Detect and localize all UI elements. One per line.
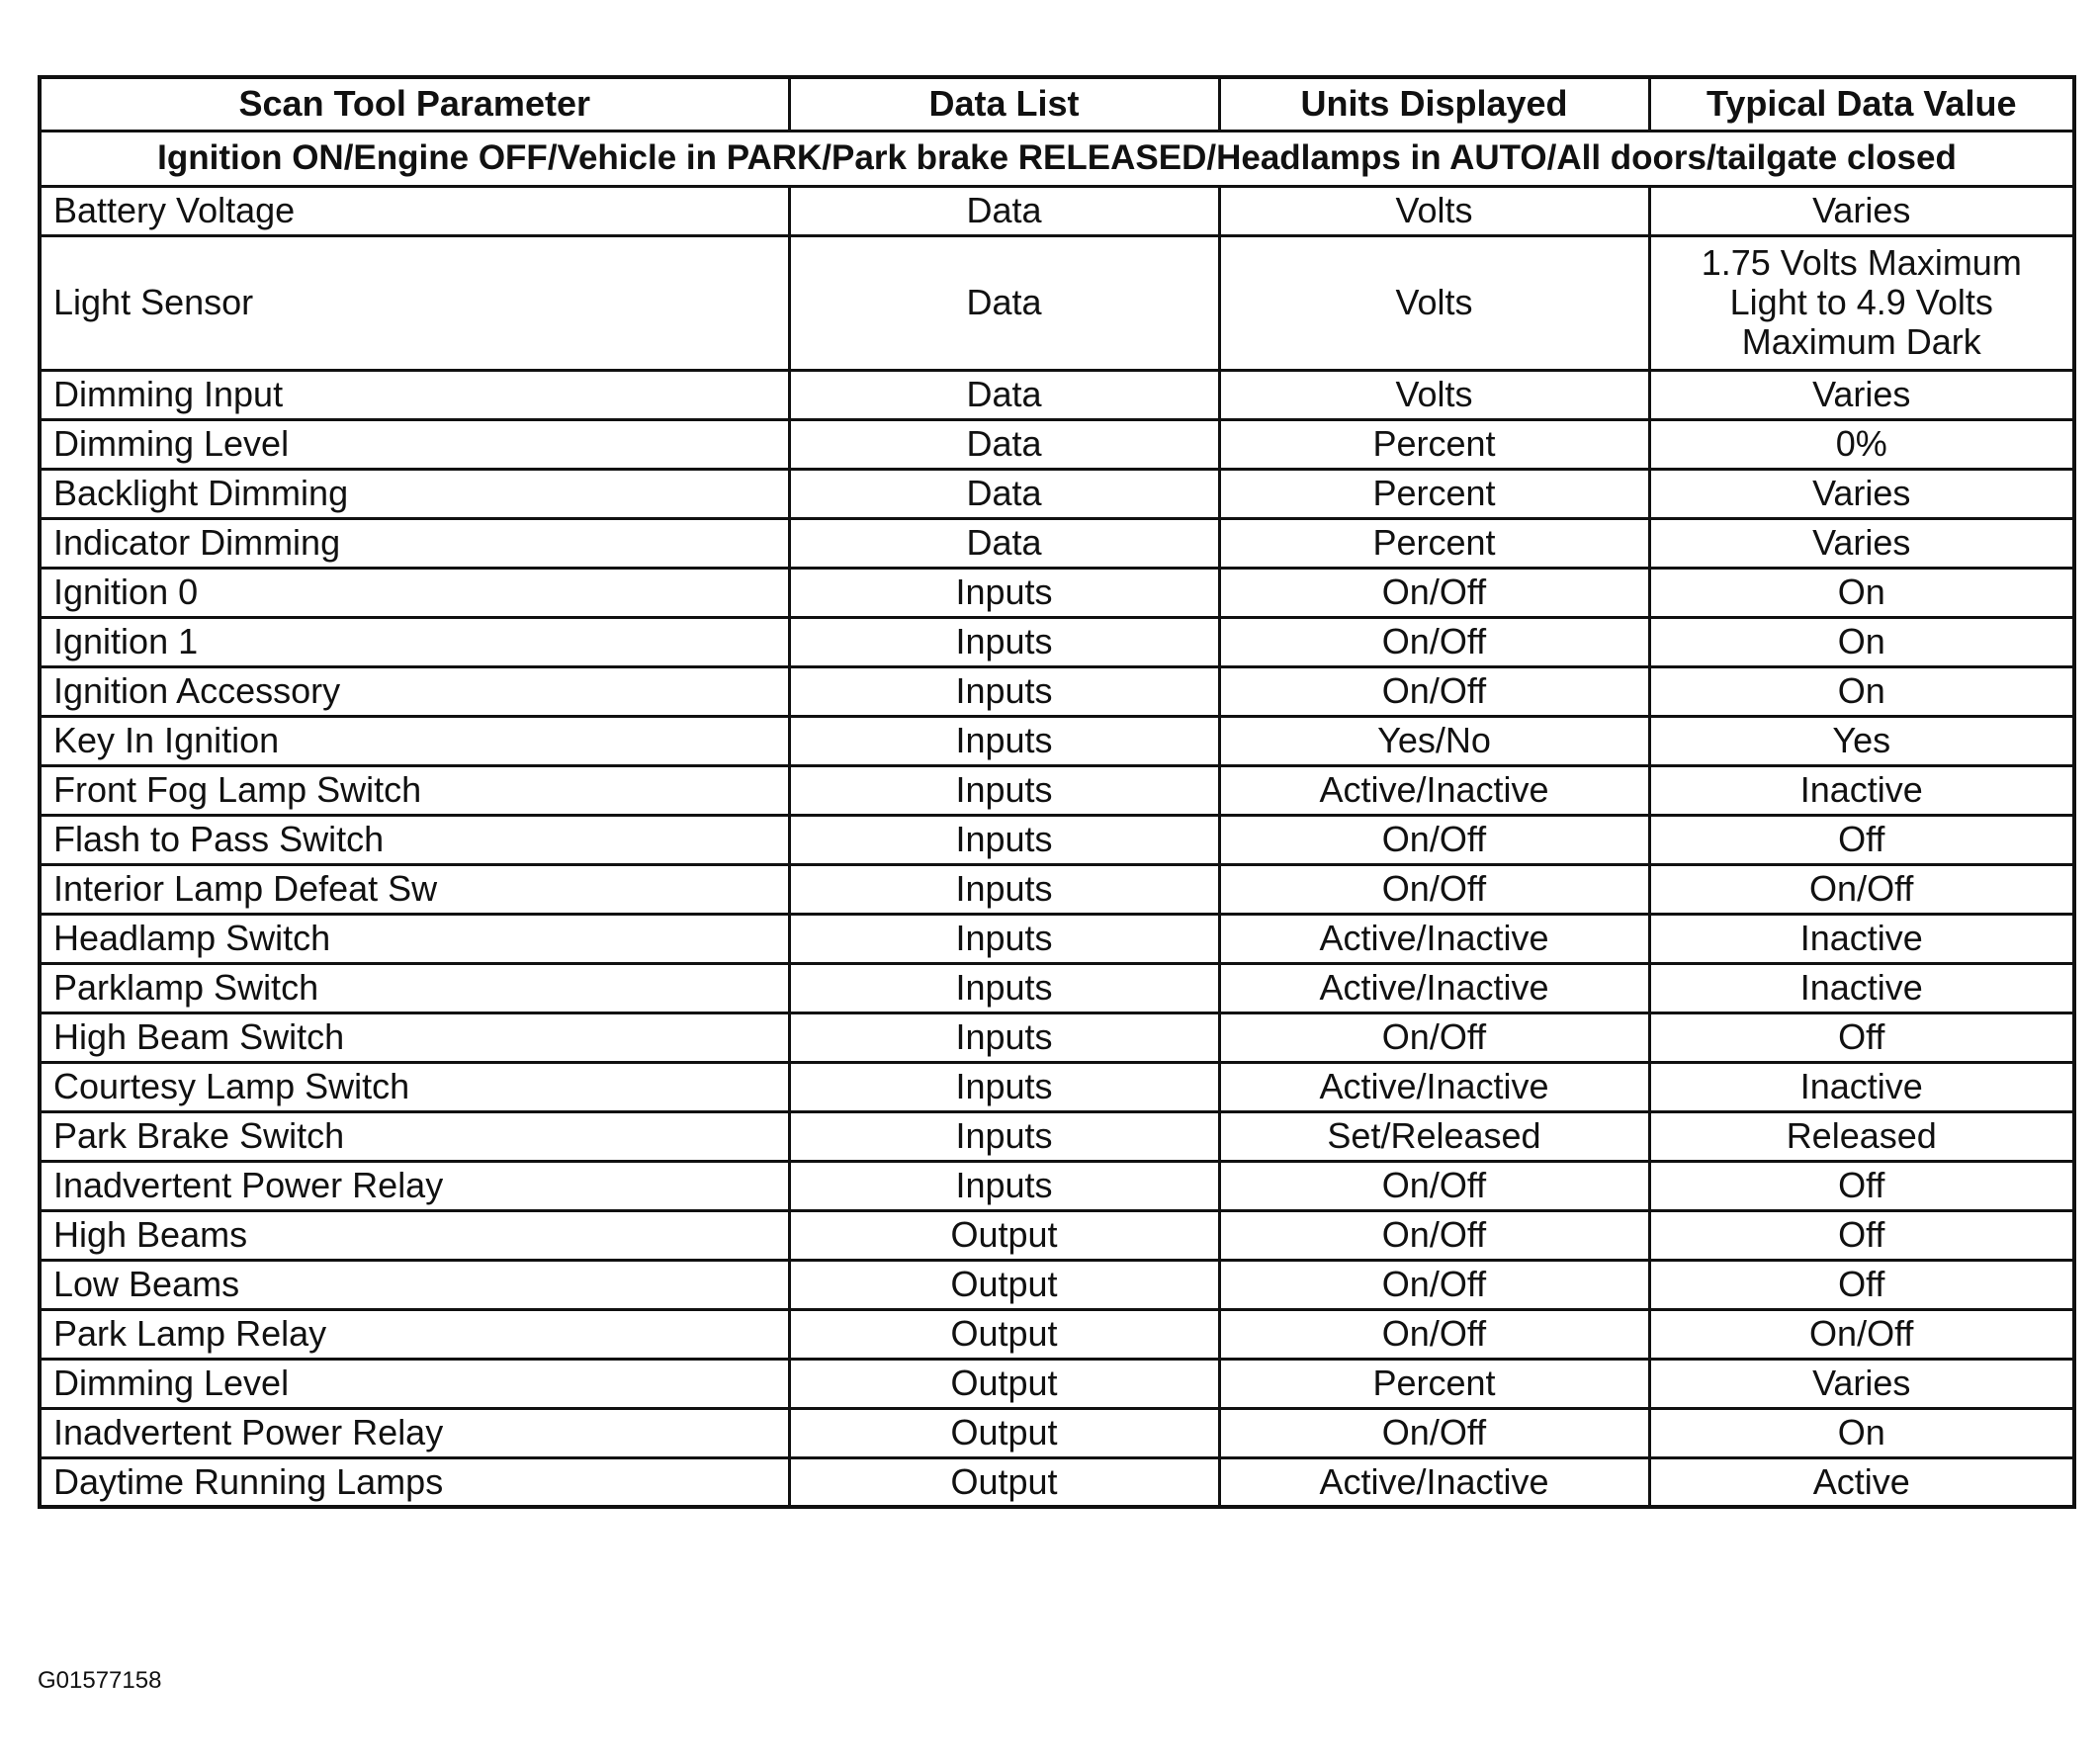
parameter-cell: Interior Lamp Defeat Sw — [40, 864, 789, 914]
parameter-cell: Light Sensor — [40, 235, 789, 370]
header-units-displayed: Units Displayed — [1219, 77, 1649, 131]
header-scan-tool-parameter: Scan Tool Parameter — [40, 77, 789, 131]
table-row — [40, 518, 2074, 568]
typical-value-cell: On/Off — [1649, 864, 2074, 914]
parameter-cell: Front Fog Lamp Switch — [40, 765, 789, 815]
data-list-cell: Inputs — [789, 568, 1219, 617]
parameter-cell: Inadvertent Power Relay — [40, 1408, 789, 1457]
data-list-cell: Output — [789, 1359, 1219, 1408]
header-typical-data-value: Typical Data Value — [1649, 77, 2074, 131]
data-list-cell: Inputs — [789, 617, 1219, 666]
header-data-list: Data List — [789, 77, 1219, 131]
table-row — [40, 1309, 2074, 1359]
typical-value-cell: Off — [1649, 815, 2074, 864]
data-list-cell: Inputs — [789, 963, 1219, 1012]
parameter-cell: Daytime Running Lamps — [40, 1457, 789, 1507]
typical-value-cell: On — [1649, 568, 2074, 617]
table-row — [40, 1111, 2074, 1161]
table-row — [40, 1012, 2074, 1062]
data-list-cell: Inputs — [789, 864, 1219, 914]
typical-value-cell: Varies — [1649, 186, 2074, 235]
table-row — [40, 419, 2074, 469]
units-cell: On/Off — [1219, 1161, 1649, 1210]
table-row — [40, 235, 2074, 370]
scan-tool-data-table — [38, 75, 2076, 1509]
parameter-cell: Ignition 0 — [40, 568, 789, 617]
table-row — [40, 1210, 2074, 1260]
condition-row — [40, 131, 2074, 186]
data-list-cell: Data — [789, 186, 1219, 235]
units-cell: Active/Inactive — [1219, 914, 1649, 963]
typical-value-cell: Off — [1649, 1210, 2074, 1260]
units-cell: On/Off — [1219, 1260, 1649, 1309]
typical-value-cell: Off — [1649, 1161, 2074, 1210]
units-cell: Volts — [1219, 235, 1649, 370]
data-list-cell: Output — [789, 1210, 1219, 1260]
typical-value-cell: Yes — [1649, 716, 2074, 765]
parameter-cell: Courtesy Lamp Switch — [40, 1062, 789, 1111]
units-cell: On/Off — [1219, 1408, 1649, 1457]
table-body — [40, 131, 2074, 1507]
table-row — [40, 617, 2074, 666]
typical-value-cell: Inactive — [1649, 963, 2074, 1012]
typical-value-cell: On — [1649, 666, 2074, 716]
units-cell: Volts — [1219, 370, 1649, 419]
data-list-cell: Data — [789, 419, 1219, 469]
typical-value-cell: Released — [1649, 1111, 2074, 1161]
data-list-cell: Output — [789, 1260, 1219, 1309]
units-cell: Percent — [1219, 518, 1649, 568]
parameter-cell: Battery Voltage — [40, 186, 789, 235]
table-row — [40, 186, 2074, 235]
data-list-cell: Inputs — [789, 1111, 1219, 1161]
units-cell: On/Off — [1219, 568, 1649, 617]
typical-value-cell: On — [1649, 617, 2074, 666]
typical-value-cell: 1.75 Volts Maximum Light to 4.9 Volts Maximum Dark — [1649, 235, 2074, 370]
typical-value-cell: Off — [1649, 1260, 2074, 1309]
table-row — [40, 1062, 2074, 1111]
parameter-cell: Park Lamp Relay — [40, 1309, 789, 1359]
parameter-cell: Key In Ignition — [40, 716, 789, 765]
typical-value-cell: Inactive — [1649, 765, 2074, 815]
table-row — [40, 370, 2074, 419]
units-cell: Active/Inactive — [1219, 1457, 1649, 1507]
table-row — [40, 469, 2074, 518]
data-list-cell: Inputs — [789, 815, 1219, 864]
parameter-cell: Inadvertent Power Relay — [40, 1161, 789, 1210]
parameter-cell: Dimming Input — [40, 370, 789, 419]
typical-value-cell: Inactive — [1649, 1062, 2074, 1111]
units-cell: On/Off — [1219, 1012, 1649, 1062]
table-row — [40, 1260, 2074, 1309]
parameter-cell: Ignition Accessory — [40, 666, 789, 716]
typical-value-cell: Inactive — [1649, 914, 2074, 963]
table-row — [40, 1408, 2074, 1457]
typical-value-cell: Varies — [1649, 1359, 2074, 1408]
units-cell: Active/Inactive — [1219, 963, 1649, 1012]
units-cell: On/Off — [1219, 617, 1649, 666]
table-row — [40, 963, 2074, 1012]
parameter-cell: Ignition 1 — [40, 617, 789, 666]
table-row — [40, 568, 2074, 617]
parameter-cell: Backlight Dimming — [40, 469, 789, 518]
data-list-cell: Data — [789, 469, 1219, 518]
parameter-cell: Headlamp Switch — [40, 914, 789, 963]
table-row — [40, 1359, 2074, 1408]
units-cell: Set/Released — [1219, 1111, 1649, 1161]
units-cell: On/Off — [1219, 1309, 1649, 1359]
typical-value-cell: Active — [1649, 1457, 2074, 1507]
data-list-cell: Inputs — [789, 914, 1219, 963]
data-list-cell: Inputs — [789, 1062, 1219, 1111]
data-list-cell: Output — [789, 1408, 1219, 1457]
typical-value-cell: Varies — [1649, 370, 2074, 419]
parameter-cell: Flash to Pass Switch — [40, 815, 789, 864]
typical-value-cell: Varies — [1649, 518, 2074, 568]
typical-value-cell: On/Off — [1649, 1309, 2074, 1359]
units-cell: Volts — [1219, 186, 1649, 235]
data-list-cell: Inputs — [789, 716, 1219, 765]
header-row — [40, 77, 2074, 131]
units-cell: Active/Inactive — [1219, 765, 1649, 815]
units-cell: Percent — [1219, 1359, 1649, 1408]
data-list-cell: Inputs — [789, 666, 1219, 716]
parameter-cell: Dimming Level — [40, 1359, 789, 1408]
parameter-cell: Low Beams — [40, 1260, 789, 1309]
figure-id: G01577158 — [38, 1667, 162, 1694]
parameter-cell: Parklamp Switch — [40, 963, 789, 1012]
units-cell: On/Off — [1219, 1210, 1649, 1260]
units-cell: On/Off — [1219, 666, 1649, 716]
units-cell: Active/Inactive — [1219, 1062, 1649, 1111]
parameter-cell: Dimming Level — [40, 419, 789, 469]
units-cell: Yes/No — [1219, 716, 1649, 765]
units-cell: Percent — [1219, 469, 1649, 518]
typical-value-cell: Off — [1649, 1012, 2074, 1062]
data-list-cell: Inputs — [789, 1012, 1219, 1062]
table-row — [40, 914, 2074, 963]
parameter-cell: High Beams — [40, 1210, 789, 1260]
table-row — [40, 765, 2074, 815]
parameter-cell: Indicator Dimming — [40, 518, 789, 568]
table-row — [40, 1161, 2074, 1210]
units-cell: On/Off — [1219, 864, 1649, 914]
parameter-cell: Park Brake Switch — [40, 1111, 789, 1161]
table-row — [40, 666, 2074, 716]
data-list-cell: Output — [789, 1457, 1219, 1507]
typical-value-cell: 0% — [1649, 419, 2074, 469]
parameter-cell: High Beam Switch — [40, 1012, 789, 1062]
table-row — [40, 815, 2074, 864]
units-cell: On/Off — [1219, 815, 1649, 864]
table-row — [40, 716, 2074, 765]
table-row — [40, 864, 2074, 914]
data-list-cell: Data — [789, 518, 1219, 568]
units-cell: Percent — [1219, 419, 1649, 469]
data-list-cell: Inputs — [789, 1161, 1219, 1210]
data-list-cell: Data — [789, 235, 1219, 370]
test-condition: Ignition ON/Engine OFF/Vehicle in PARK/Park brake RELEASED/Headlamps in AUTO/All doors/tailgate closed — [40, 131, 2074, 186]
data-list-cell: Inputs — [789, 765, 1219, 815]
data-list-cell: Output — [789, 1309, 1219, 1359]
data-list-cell: Data — [789, 370, 1219, 419]
typical-value-cell: On — [1649, 1408, 2074, 1457]
table-row — [40, 1457, 2074, 1507]
typical-value-cell: Varies — [1649, 469, 2074, 518]
